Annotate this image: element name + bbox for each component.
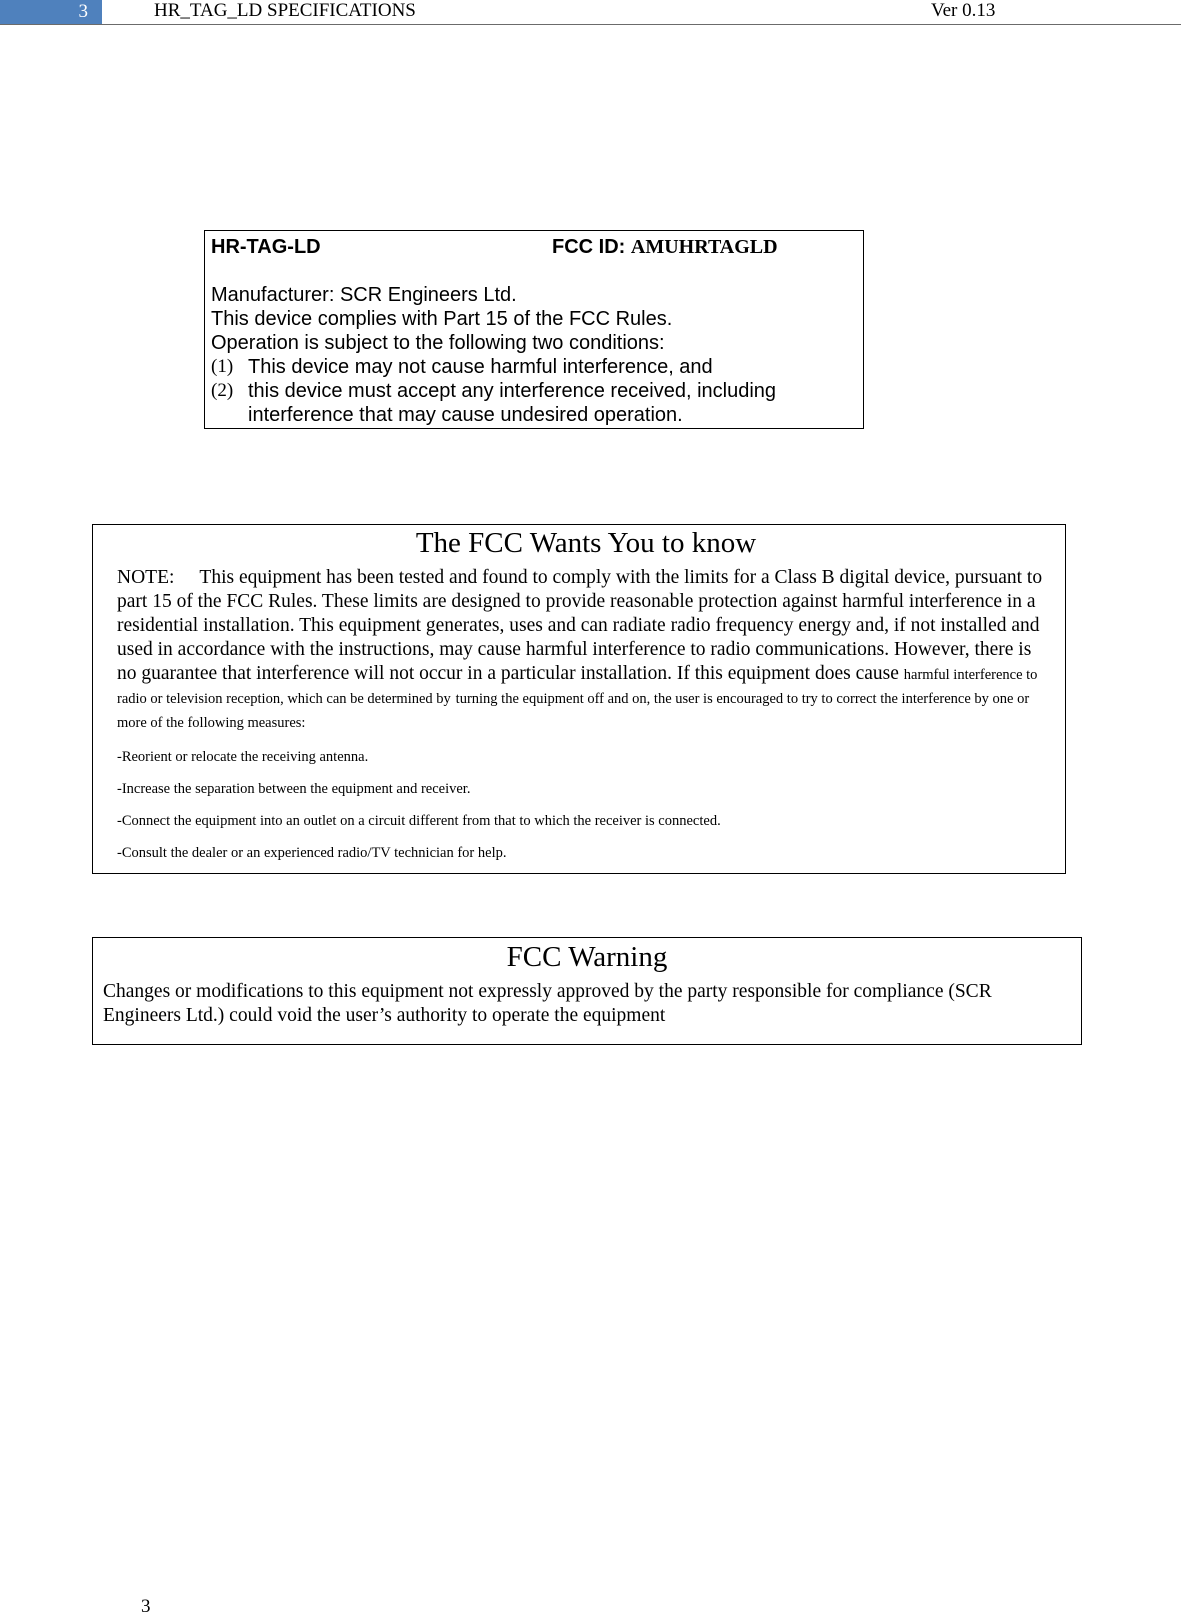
note-label: NOTE: [117,567,175,588]
label-top-row [211,235,857,259]
fcc-id-value: AMUHRTAGLD [630,236,778,258]
fcc-id-label: FCC ID: [552,236,626,258]
condition-number: (1) [211,356,234,377]
fcc-warning-box [92,937,1082,1045]
measure-item: -Consult the dealer or an experienced radio/TV technician for help. [117,845,507,861]
note-text-small-cont: turning the equipment off and on, the user is encouraged to try to correct the interference by one or more of the following measures: [117,691,1030,731]
fcc-warning-title: FCC Warning [506,941,668,973]
condition-item [211,355,857,379]
condition-text: this device must accept any interference received, including interference that may cause undesired operation. [248,380,777,426]
header-doc-title: HR_TAG_LD SPECIFICATIONS [154,0,416,21]
header-version: Ver 0.13 [931,0,996,21]
fcc-notice-box [92,524,1066,874]
fcc-notice-title: The FCC Wants You to know [415,527,757,559]
fcc-note-paragraph [117,566,1055,734]
note-text-small: harmful interference to radio or television reception, which can be determined by [117,667,1038,707]
fcc-label-box [204,230,864,429]
measure-item: -Connect the equipment into an outlet on a circuit different from that to which the receiver is connected. [117,813,721,829]
label-manufacturer: Manufacturer: SCR Engineers Ltd. [211,284,517,306]
footer-page-number: 3 [141,1596,151,1617]
label-compliance: This device complies with Part 15 of the FCC Rules. [211,308,673,330]
label-model: HR-TAG-LD [211,236,321,258]
measure-item: -Increase the separation between the equipment and receiver. [117,781,471,797]
label-operation: Operation is subject to the following two conditions: [211,332,665,354]
condition-number: (2) [211,380,234,401]
header-page-number: 3 [0,0,102,24]
condition-text: This device may not cause harmful interference, and [248,356,713,378]
condition-item [211,379,857,427]
label-fcc-id [552,235,778,259]
note-text: This equipment has been tested and found to comply with the limits for a Class B digital device, pursuant to part 15 of the FCC Rules. These limits are designed to provide reasonable protection against harmful interference in a residential installation. This equipment generates, uses and can radiate radio frequency energy and, if not installed and used in accordance with the instructions, may cause harmful interference to radio communications. However, there is no guarantee that interference will not occur in a particular installation. If this equipment does cause [117,567,1043,684]
page-header [0,0,1181,25]
measure-item: -Reorient or relocate the receiving antenna. [117,749,369,765]
fcc-warning-text: Changes or modifications to this equipment not expressly approved by the party responsible for compliance (SCR Engineers Ltd.) could void the user’s authority to operate the equipment [103,981,992,1026]
